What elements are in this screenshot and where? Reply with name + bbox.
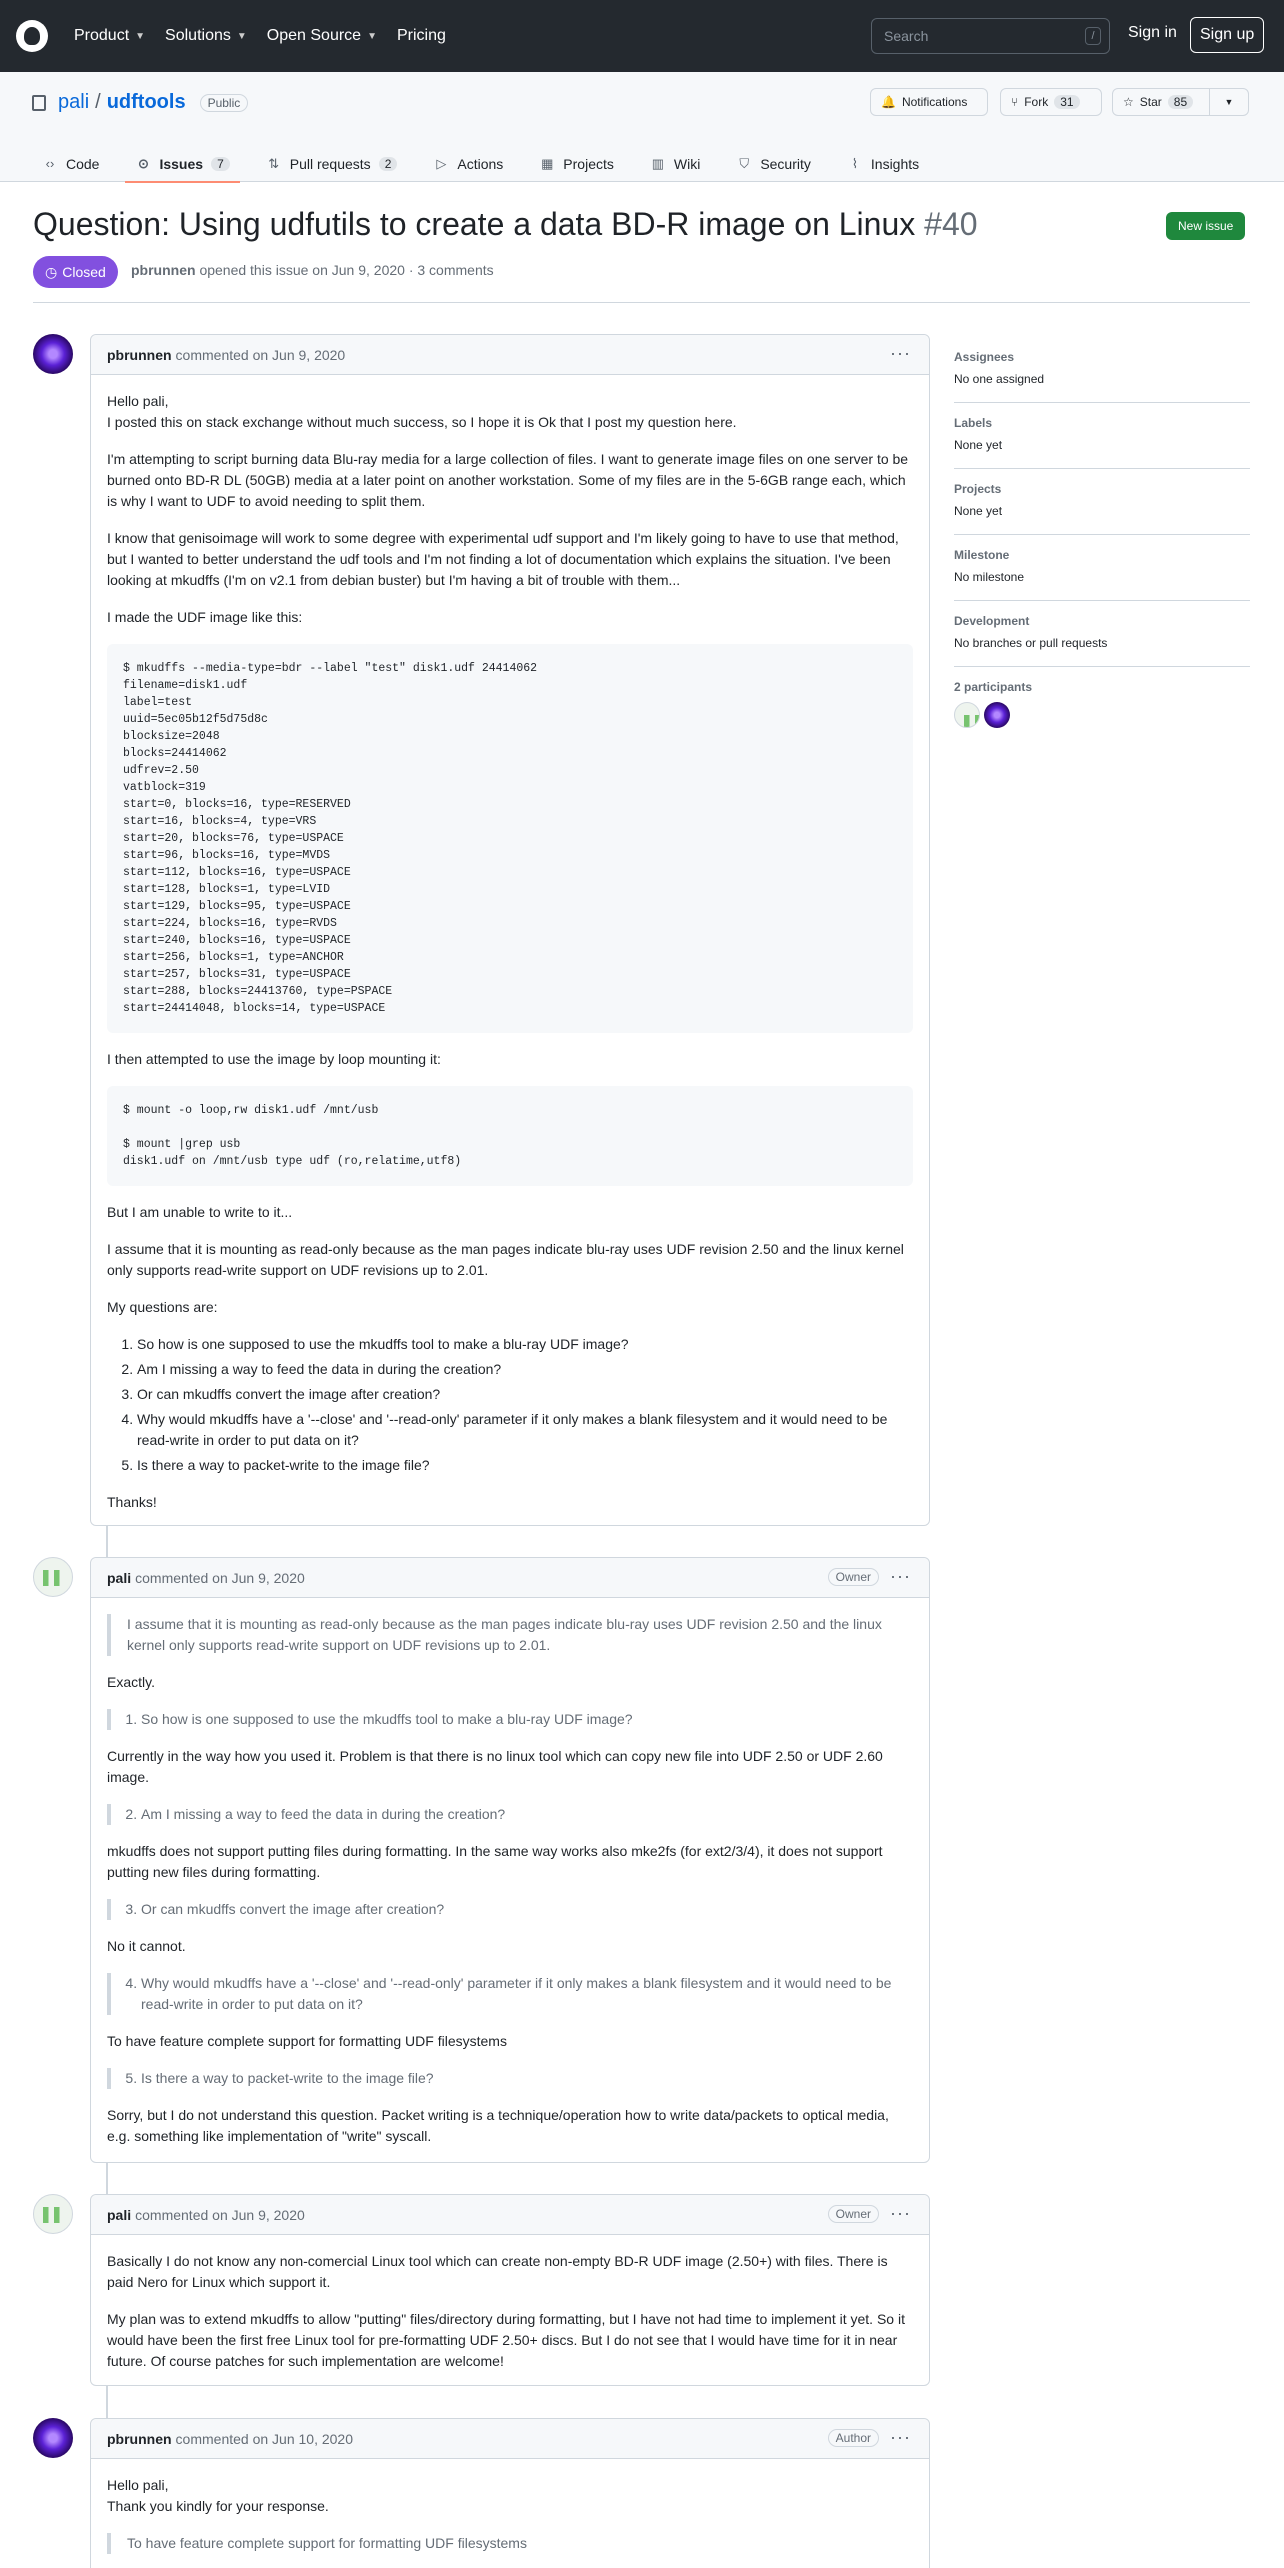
pull-request-icon: ⇅: [268, 156, 280, 171]
nav-solutions[interactable]: [165, 27, 247, 45]
repo-tabs: [32, 146, 945, 182]
comment: [90, 1557, 930, 2163]
comment-author[interactable]: pali: [107, 1569, 132, 1586]
tab-security[interactable]: [726, 146, 821, 182]
comment-text: Currently in the way how you used it. Problem is that there is no linux tool which can copy new file into UDF 2.50 or UDF 2.60 image.: [107, 1748, 883, 1785]
comment-header: [91, 2419, 929, 2459]
notifications-label: Notifications: [901, 95, 968, 109]
sign-in-link[interactable]: Sign in: [1128, 24, 1177, 41]
quote-text: I assume that it is mounting as read-only because as the man pages indicate blu-ray uses UDF revision 2.50 and the linux kernel only supports read-write support on UDF revisions up to 2.01.: [127, 1616, 882, 1653]
issue-number: #40: [924, 206, 978, 242]
status-badge: [33, 256, 118, 288]
status-label: Closed: [62, 264, 106, 280]
play-icon: ▷: [436, 156, 447, 171]
fork-count: 31: [1054, 95, 1079, 109]
issue-icon: ⊙: [138, 156, 149, 171]
assignees-value: No one assigned: [954, 372, 1045, 386]
tab-wiki-label: Wiki: [673, 156, 701, 172]
comment-text: I made the UDF image like this:: [107, 609, 303, 625]
fork-button[interactable]: [1000, 88, 1102, 116]
search-shortcut-key: /: [1085, 27, 1101, 45]
star-button[interactable]: [1112, 88, 1210, 116]
quote-text: 5. Is there a way to packet-write to the image file?: [141, 2068, 897, 2089]
comment-text: I know that genisoimage will work to some degree with experimental udf support and I'm likely going to have to use that method, but I wanted to better understand the udf tools and I'm not finding a lot of documentation which explains the situation. I've been looking at mkudffs (I'm on v2.1 from debian buster) but I'm having a bit of trouble with them...: [107, 530, 899, 588]
tab-wiki[interactable]: [640, 146, 710, 182]
repo-owner-link[interactable]: pali: [58, 91, 90, 113]
repo-breadcrumb: [32, 91, 248, 114]
nav-open-source[interactable]: [267, 27, 377, 45]
comment-text: My questions are:: [107, 1299, 218, 1315]
tab-code-label: Code: [66, 156, 100, 172]
comment-text: Hello pali,: [107, 2477, 169, 2493]
repo-icon: [32, 95, 46, 111]
nav-pricing-label: Pricing: [396, 27, 446, 44]
quote-text: To have feature complete support for formatting UDF filesystems: [127, 2535, 527, 2551]
quote-text: 3. Or can mkudffs convert the image after creation?: [141, 1899, 897, 1920]
chevron-down-icon: ▼: [236, 30, 247, 42]
tab-pull-requests-count: 2: [379, 157, 398, 171]
notifications-button[interactable]: [870, 88, 988, 116]
development-heading: Development: [954, 614, 1030, 628]
comment-text: Hello pali,: [107, 393, 169, 409]
avatar[interactable]: [984, 702, 1010, 728]
quote-text: 1. So how is one supposed to use the mkudffs tool to make a blu-ray UDF image?: [141, 1709, 897, 1730]
chevron-down-icon: ▼: [367, 30, 377, 42]
new-issue-button[interactable]: New issue: [1166, 212, 1245, 240]
tab-insights[interactable]: [837, 146, 929, 182]
comment-text: To have feature complete support for formatting UDF filesystems: [107, 2033, 507, 2049]
nav-open-source-label: Open Source: [266, 27, 362, 44]
comment: [90, 2418, 930, 2568]
quote-text: 2. Am I missing a way to feed the data in during the creation?: [141, 1804, 897, 1825]
quote: [107, 1614, 913, 1656]
tab-actions[interactable]: [423, 146, 513, 182]
tab-insights-label: Insights: [870, 156, 920, 172]
table-icon: ▦: [541, 156, 554, 171]
list-item: 4. Why would mkudffs have a '--close' and '--read-only' parameter if it only makes a blank filesystem and it would need to be read-write in order to put data on it?: [137, 1409, 913, 1451]
issue-meta: [131, 262, 494, 278]
comment-text: Sorry, but I do not understand this question. Packet writing is a technique/operation how to write data/packets to optical media, e.g. something like implementation of "write" syscall.: [107, 2107, 889, 2144]
nav-product-label: Product: [74, 27, 130, 44]
comment-author[interactable]: pali: [107, 2206, 132, 2223]
tab-pull-requests[interactable]: [256, 146, 408, 182]
header-divider: [33, 302, 1250, 303]
visibility-badge: Public: [200, 94, 249, 112]
comment-text: I'm attempting to script burning data Blu-ray media for a large collection of files. I want to generate image files on one server to be burned onto BD-R DL (50GB) media at a later point on another workstation. Some of my files are in the 5-6GB range each, which is why I want to UDF to avoid needing to split them.: [107, 451, 909, 509]
comment-text: Thanks!: [107, 1494, 157, 1510]
participants-section: [954, 667, 1250, 744]
avatar[interactable]: [954, 702, 980, 728]
milestone-section: [954, 535, 1250, 601]
chevron-down-icon: ▼: [135, 30, 146, 42]
code-icon: ‹›: [45, 156, 55, 171]
projects-section: [954, 469, 1250, 535]
code-block: $ mount -o loop,rw disk1.udf /mnt/usb $ mount |grep usb disk1.udf on /mnt/usb type udf (ro,relatime,utf8): [107, 1086, 913, 1186]
code-block: $ mkudffs --media-type=bdr --label "test" disk1.udf 24414062 filename=disk1.udf label=test uuid=5ec05b12f5d75d8c blocksize=2048 blocks=24414062 udfrev=2.50 vatblock=319 start=0, blocks=16, type=RESERVED start=16, blocks=4, type=VRS start=20, blocks=76, type=USPACE start=96, blocks=16, type=MVDS start=112, blocks=16, type=USPACE start=128, blocks=1, type=LVID start=129, blocks=95, type=USPACE start=224, blocks=16, type=RVDS start=240, blocks=16, type=USPACE start=256, blocks=1, type=ANCHOR start=257, blocks=31, type=USPACE start=288, blocks=24413760, type=PSPACE start=24414048, blocks=14, type=USPACE: [107, 644, 913, 1033]
list-item: 2. Am I missing a way to feed the data in during the creation?: [137, 1359, 913, 1380]
quote: [107, 1899, 913, 1920]
comment-body: [91, 1598, 929, 2163]
projects-value: None yet: [954, 504, 1003, 518]
comment-text: I posted this on stack exchange without much success, so I hope it is Ok that I post my question here.: [107, 414, 737, 430]
question-list: [107, 1334, 913, 1476]
repo-name: udftools: [106, 91, 186, 113]
comment-text: I then attempted to use the image by loop mounting it:: [107, 1051, 441, 1067]
comment-body: [91, 2235, 929, 2388]
issue-title-text: Question: Using udfutils to create a data BD-R image on Linux: [33, 206, 916, 242]
milestone-heading: Milestone: [954, 548, 1010, 562]
comment-date[interactable]: commented on Jun 9, 2020: [175, 346, 346, 363]
assignees-heading: Assignees: [954, 350, 1015, 364]
fork-label: Fork: [1024, 95, 1049, 109]
issue-sidebar: [954, 340, 1250, 744]
comment-author[interactable]: pbrunnen: [107, 346, 172, 363]
nav-product[interactable]: [74, 27, 145, 45]
quote-text: 4. Why would mkudffs have a '--close' and '--read-only' parameter if it only makes a blank filesystem and it would need to be read-write in order to put data on it?: [141, 1973, 897, 2015]
comment-text: I assume that it is mounting as read-only because as the man pages indicate blu-ray uses UDF revision 2.50 and the linux kernel only supports read-write support on UDF revisions up to 2.01.: [107, 1241, 904, 1278]
comment-header: [91, 1558, 929, 1598]
star-label: Star: [1139, 95, 1162, 109]
author-badge: Author: [828, 2429, 879, 2447]
comment-header: [91, 2195, 929, 2235]
comment-text: Exactly.: [107, 1674, 155, 1690]
comment: [90, 2194, 930, 2386]
quote: [107, 1709, 913, 1730]
kebab-menu-icon[interactable]: ···: [890, 1566, 911, 1586]
nav-pricing[interactable]: [397, 27, 446, 45]
projects-heading: Projects: [954, 482, 1002, 496]
github-logo-icon[interactable]: [16, 20, 48, 52]
kebab-menu-icon[interactable]: ···: [890, 343, 911, 363]
star-icon: ☆: [1123, 95, 1134, 109]
kebab-menu-icon[interactable]: ···: [890, 2427, 911, 2447]
star-dropdown-button[interactable]: [1209, 88, 1249, 116]
bell-icon: 🔔: [881, 95, 896, 109]
shield-icon: ⛉: [739, 156, 750, 171]
participants-heading: 2 participants: [954, 680, 1033, 694]
fork-icon: ⑂: [1011, 95, 1019, 109]
tab-security-label: Security: [760, 156, 811, 172]
development-value: No branches or pull requests: [954, 636, 1108, 650]
comment-body: [91, 2459, 929, 2568]
labels-heading: Labels: [954, 416, 993, 430]
comment-text: No it cannot.: [107, 1938, 186, 1954]
comment-date[interactable]: commented on Jun 9, 2020: [135, 2206, 305, 2223]
avatar[interactable]: [33, 334, 73, 374]
list-item: 5. Is there a way to packet-write to the image file?: [137, 1455, 913, 1476]
caret-down-icon: ▼: [1224, 97, 1234, 107]
star-count: 85: [1168, 95, 1193, 109]
comment-date[interactable]: commented on Jun 10, 2020: [175, 2430, 354, 2447]
tab-issues[interactable]: [125, 146, 239, 182]
tab-pull-requests-label: Pull requests: [289, 156, 371, 172]
breadcrumb-separator: /: [95, 91, 101, 113]
tab-issues-label: Issues: [159, 156, 204, 172]
quote: [107, 2068, 913, 2089]
comment: [90, 334, 930, 1526]
repo-name-link[interactable]: [107, 91, 186, 114]
avatar[interactable]: [33, 1557, 73, 1597]
owner-badge: Owner: [828, 2205, 879, 2223]
graph-icon: ⌇: [851, 156, 859, 171]
list-item: 1. So how is one supposed to use the mkudffs tool to make a blu-ray UDF image?: [137, 1334, 913, 1355]
tab-issues-count: 7: [211, 157, 230, 171]
issue-meta-text: opened this issue on Jun 9, 2020 · 3 comments: [199, 262, 494, 278]
comment-date[interactable]: commented on Jun 9, 2020: [135, 1569, 305, 1586]
quote: [107, 2533, 913, 2554]
avatar[interactable]: [33, 2418, 73, 2458]
labels-value: None yet: [954, 438, 1003, 452]
repo-header: [0, 72, 1284, 182]
tab-code[interactable]: [32, 146, 109, 182]
kebab-menu-icon[interactable]: ···: [890, 2203, 911, 2223]
book-icon: ▥: [651, 156, 665, 171]
tab-projects[interactable]: [529, 146, 624, 182]
quote: [107, 1804, 913, 1825]
comment-text: Basically I do not know any non-comercial Linux tool which can create non-empty BD-R UDF image (2.50+) with files. There is paid Nero for Linux which support it.: [107, 2253, 888, 2290]
issue-title: [33, 206, 978, 243]
comment-header: [91, 335, 929, 375]
sign-up-button[interactable]: Sign up: [1190, 17, 1264, 53]
global-header: [0, 0, 1284, 72]
comment-body: [91, 375, 929, 1529]
issue-author-link[interactable]: pbrunnen: [131, 262, 196, 278]
tab-projects-label: Projects: [563, 156, 614, 172]
assignees-section: [954, 340, 1250, 403]
list-item: 3. Or can mkudffs convert the image after creation?: [137, 1384, 913, 1405]
development-section: [954, 601, 1250, 667]
labels-section: [954, 403, 1250, 469]
nav-solutions-label: Solutions: [165, 27, 231, 44]
owner-badge: Owner: [828, 1568, 879, 1586]
tab-actions-label: Actions: [457, 156, 504, 172]
comment-text: Thank you kindly for your response.: [107, 2498, 329, 2514]
comment-text: My plan was to extend mkudffs to allow "putting" files/directory during formatting, but I have not had time to implement it yet. So it would have been the first free Linux tool for pre-formatting UDF 2.50+ discs. But I do not see that I would have time for it in near future. Of course patches for such implementation are welcome!: [107, 2311, 905, 2369]
closed-icon: ◷: [45, 263, 58, 280]
search-placeholder: Search: [884, 28, 929, 44]
avatar[interactable]: [33, 2194, 73, 2234]
comment-author[interactable]: pbrunnen: [107, 2430, 172, 2447]
comment-text: mkudffs does not support putting files during formatting. In the same way works also mke2fs (for ext2/3/4), it does not support putting new files during formatting.: [107, 1843, 883, 1880]
milestone-value: No milestone: [954, 570, 1025, 584]
participants-avatars: [954, 702, 1250, 728]
search-input[interactable]: [871, 18, 1110, 54]
quote: [107, 1973, 913, 2015]
comment-text: But I am unable to write to it...: [107, 1204, 293, 1220]
